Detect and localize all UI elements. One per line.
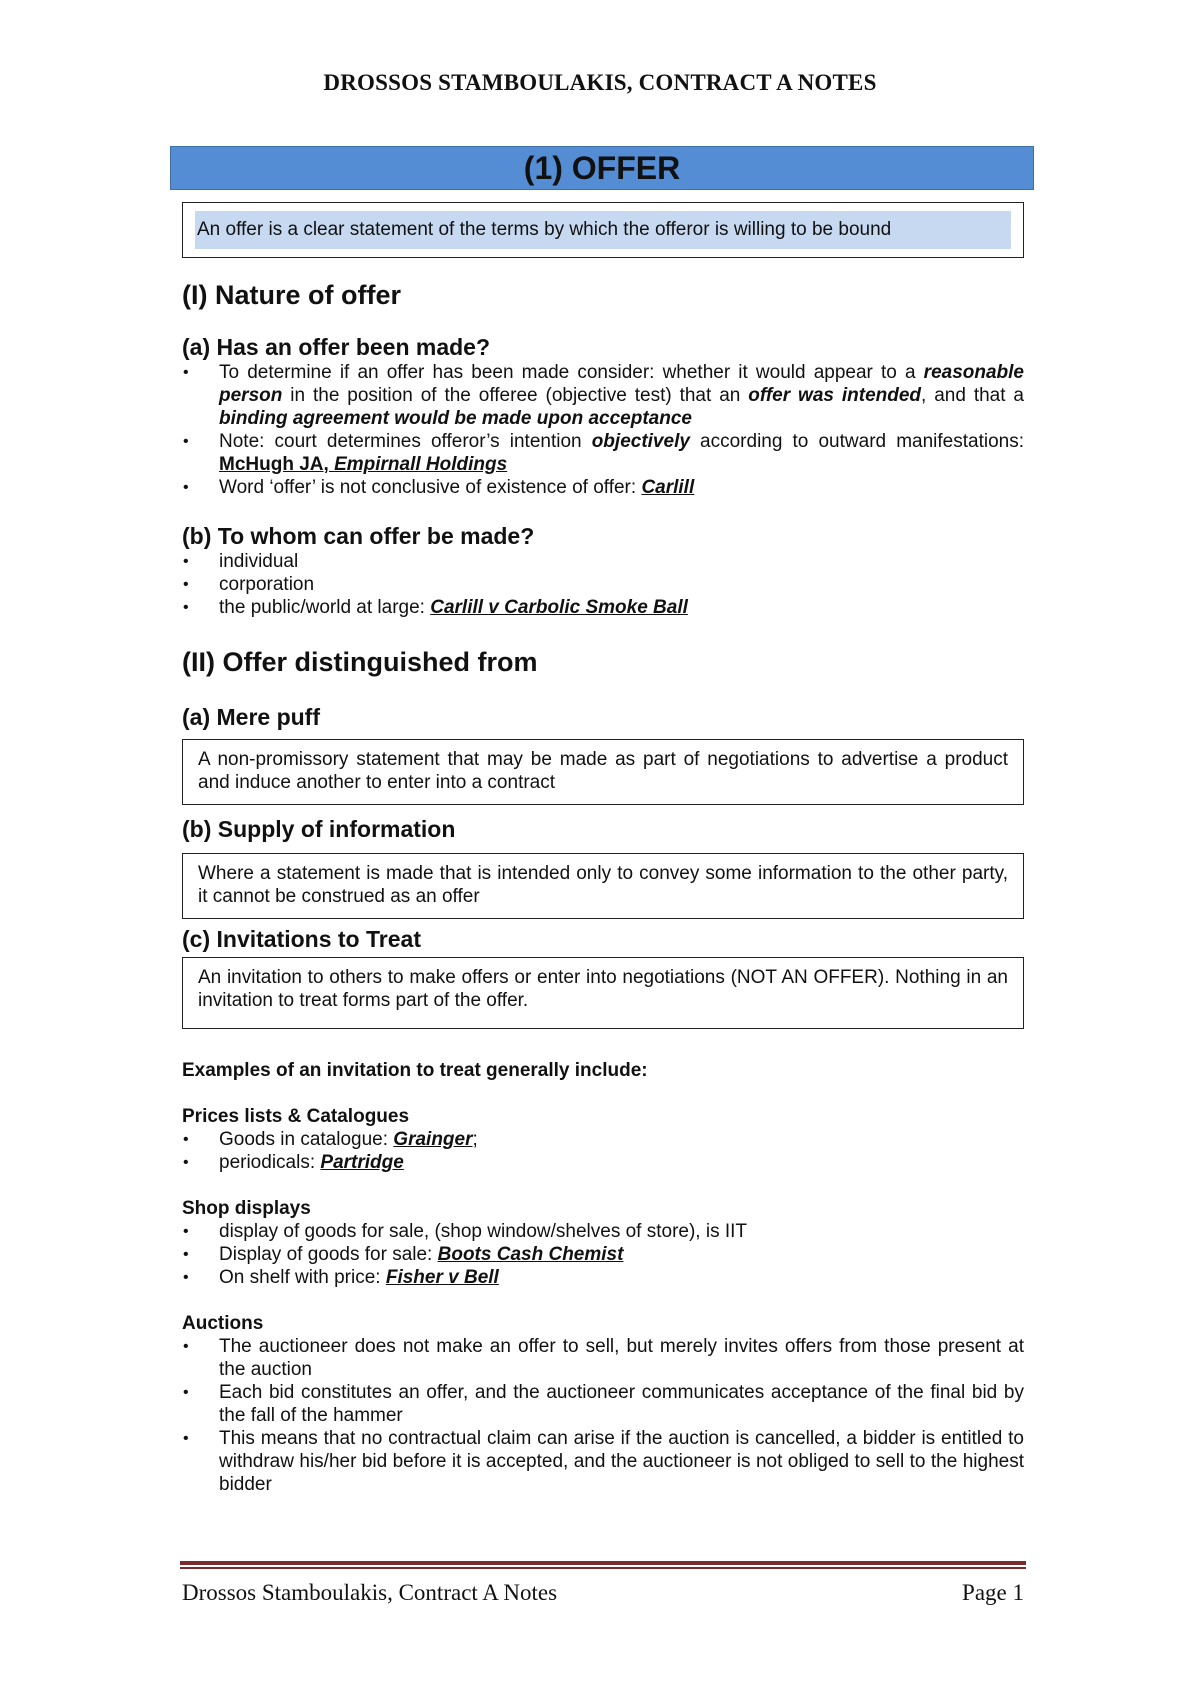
list-item: • Goods in catalogue: Grainger; [182, 1128, 1024, 1151]
offer-made-list [182, 361, 1024, 499]
list-item: • To determine if an offer has been made consider: whether it would appear to a reasonable person in the position of the offeree (objective test) that an offer was intended, and that a binding agreement would be made upon acceptance [182, 361, 1024, 430]
page-number: Page 1 [962, 1580, 1024, 1605]
subheading-offer-made: (a) Has an offer been made? [182, 334, 491, 360]
subheading-shop: Shop displays [182, 1198, 311, 1219]
shop-list [182, 1220, 1024, 1289]
case-citation: Fisher v Bell [385, 1267, 499, 1288]
footer-divider-thin [180, 1567, 1026, 1569]
subheading-prices: Prices lists & Catalogues [182, 1106, 410, 1127]
subheading-mere-puff: (a) Mere puff [182, 704, 320, 730]
list-item: • On shelf with price: Fisher v Bell [182, 1266, 1024, 1289]
list-item: • Display of goods for sale: Boots Cash Chemist [182, 1243, 1024, 1266]
section-heading-distinguished: (II) Offer distinguished from [182, 647, 538, 677]
list-item: • display of goods for sale, (shop window/shelves of store), is IIT [182, 1220, 1024, 1243]
list-item: • Word ‘offer’ is not conclusive of existence of offer: Carlill [182, 476, 1024, 499]
footer-title: Drossos Stamboulakis, Contract A Notes [182, 1580, 558, 1605]
subheading-auctions: Auctions [182, 1313, 264, 1334]
section-heading-nature: (I) Nature of offer [182, 280, 401, 310]
invitations-box: An invitation to others to make offers or enter into negotiations (NOT AN OFFER). Nothing in an invitation to treat forms part of the offer. [182, 957, 1024, 1029]
list-item: • Note: court determines offeror’s intention objectively according to outward manifestations: McHugh JA, Empirnall Holdings [182, 430, 1024, 476]
definition-box [182, 202, 1024, 258]
list-item: • The auctioneer does not make an offer to sell, but merely invites offers from those present at the auction [182, 1335, 1024, 1381]
case-citation: Grainger [393, 1129, 473, 1150]
subheading-invitations: (c) Invitations to Treat [182, 926, 421, 952]
page-header: DROSSOS STAMBOULAKIS, CONTRACT A NOTES [323, 70, 877, 95]
mere-puff-box: A non-promissory statement that may be made as part of negotiations to advertise a product and induce another to enter into a contract [182, 739, 1024, 805]
case-citation: Partridge [320, 1152, 404, 1173]
case-citation: Carlill v Carbolic Smoke Ball [430, 597, 688, 618]
to-whom-list [182, 550, 1024, 619]
examples-intro: Examples of an invitation to treat generally include: [182, 1060, 648, 1081]
case-citation: Carlill [641, 477, 695, 498]
case-citation: McHugh JA, [219, 454, 335, 475]
list-item: • corporation [182, 573, 1024, 596]
definition-text: An offer is a clear statement of the terms by which the offeror is willing to be bound [195, 211, 1011, 249]
supply-info-box: Where a statement is made that is intended only to convey some information to the other party, it cannot be construed as an offer [182, 853, 1024, 919]
footer-divider [180, 1561, 1026, 1565]
case-citation: Boots Cash Chemist [437, 1244, 624, 1265]
case-citation: Empirnall Holdings [334, 454, 508, 475]
list-item: • Each bid constitutes an offer, and the auctioneer communicates acceptance of the final bid by the fall of the hammer [182, 1381, 1024, 1427]
list-item: • This means that no contractual claim can arise if the auction is cancelled, a bidder is entitled to withdraw his/her bid before it is accepted, and the auctioneer is not obliged to sell to the highest bidder [182, 1427, 1024, 1496]
list-item: • periodicals: Partridge [182, 1151, 1024, 1174]
list-item: • the public/world at large: Carlill v Carbolic Smoke Ball [182, 596, 1024, 619]
list-item: • individual [182, 550, 1024, 573]
auctions-list [182, 1335, 1024, 1496]
prices-list [182, 1128, 1024, 1174]
title-bar: (1) OFFER [170, 146, 1034, 190]
document-body [182, 146, 1024, 1496]
subheading-supply-info: (b) Supply of information [182, 816, 456, 842]
subheading-to-whom: (b) To whom can offer be made? [182, 523, 535, 549]
